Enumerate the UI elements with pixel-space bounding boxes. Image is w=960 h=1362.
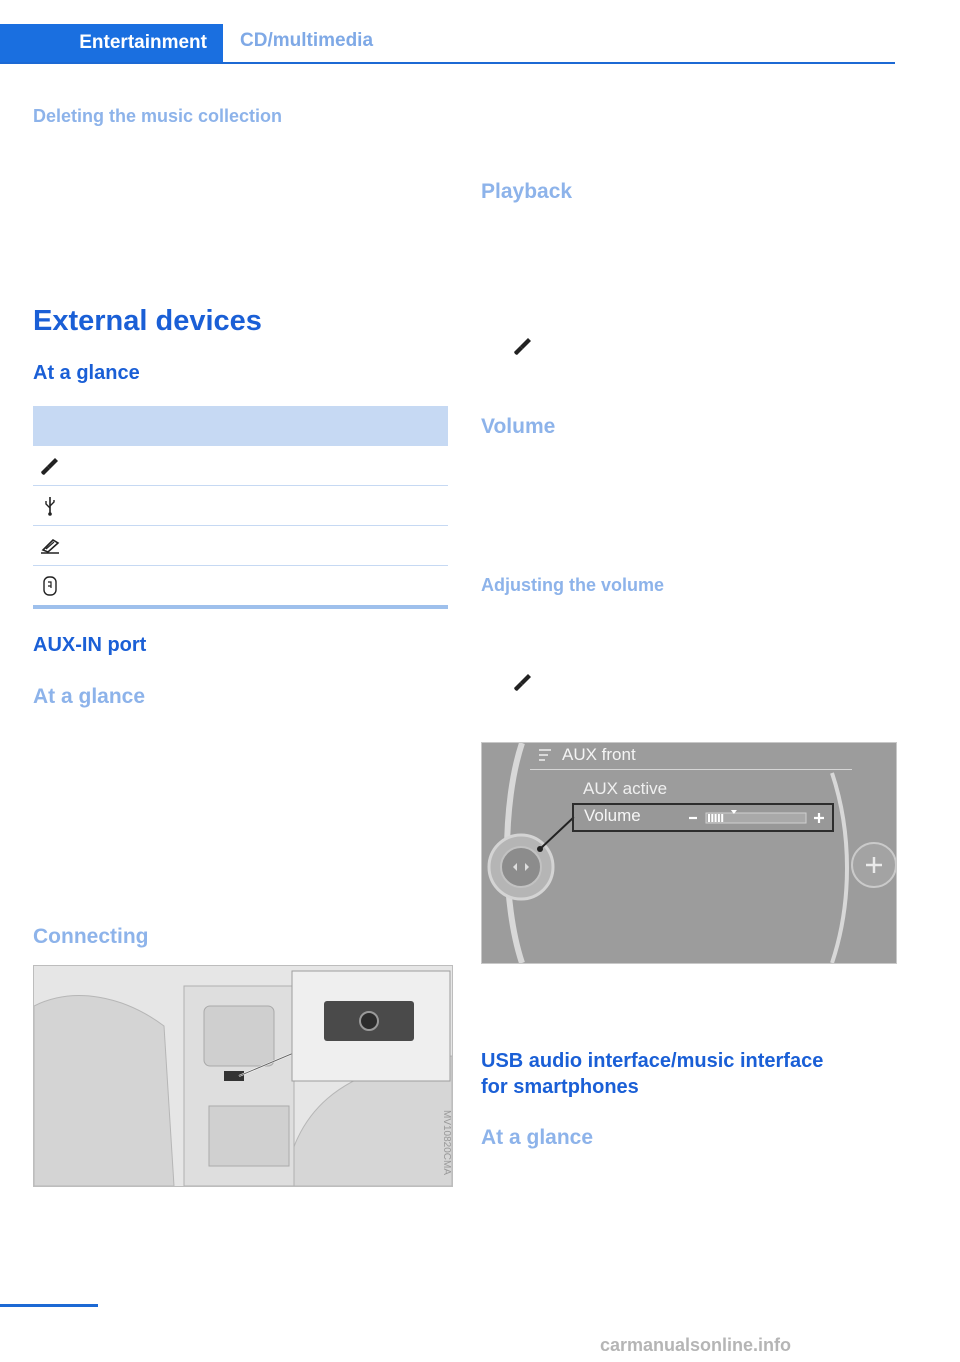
- table-row: [33, 446, 448, 486]
- volume-tick: [721, 814, 723, 822]
- heading-adjusting-volume: Adjusting the volume: [481, 575, 665, 595]
- volume-slider[interactable]: [686, 808, 830, 828]
- aux-volume-screen: [481, 742, 897, 964]
- heading-aux-in-port: AUX-IN port: [33, 634, 147, 656]
- page-footer-line: [0, 1304, 98, 1307]
- tab-cd-multimedia[interactable]: CD/multimedia: [240, 30, 374, 51]
- volume-tick: [715, 814, 717, 822]
- heading-at-a-glance-aux: At a glance: [33, 685, 146, 708]
- heading-deleting-music-collection: Deleting the music collection: [33, 106, 283, 126]
- screen-title: AUX front: [562, 745, 636, 764]
- volume-control[interactable]: [572, 803, 834, 832]
- heading-playback: Playback: [481, 180, 573, 203]
- music-interface-icon: [39, 575, 61, 597]
- center-console-drawing: [34, 966, 452, 1186]
- aux-in-port-illustration: [33, 965, 453, 1187]
- volume-track: [706, 813, 806, 823]
- heading-at-a-glance: At a glance: [33, 362, 140, 384]
- screen-title-divider: [530, 769, 852, 770]
- audio-plug-icon: [39, 455, 61, 477]
- screen-header-icon: [539, 750, 551, 760]
- heading-external-devices: External devices: [33, 305, 262, 337]
- volume-tick: [708, 814, 710, 822]
- plus-icon: [814, 813, 824, 823]
- aux-active-status: AUX active: [583, 779, 668, 798]
- heading-volume: Volume: [481, 415, 556, 438]
- audio-plug-icon: [512, 335, 534, 357]
- volume-tick: [718, 814, 720, 822]
- table-row: [33, 566, 448, 609]
- audio-plug-icon: [512, 671, 534, 693]
- usb-icon: [39, 495, 61, 517]
- tab-entertainment[interactable]: Entertainment: [0, 24, 223, 62]
- heading-at-a-glance-usb: At a glance: [481, 1126, 594, 1149]
- screen-frame-drawing: [482, 743, 896, 963]
- smartphone-icon: [39, 535, 61, 557]
- heading-usb-audio-interface-line1: USB audio interface/music interface: [481, 1050, 824, 1072]
- table-row: [33, 526, 448, 566]
- heading-usb-audio-interface-line2: for smartphones: [481, 1076, 639, 1098]
- table-header: [33, 406, 448, 446]
- table-row: [33, 486, 448, 526]
- volume-label: Volume: [584, 806, 641, 825]
- illustration-id: MV10820CMA: [441, 1110, 452, 1176]
- heading-connecting: Connecting: [33, 925, 149, 948]
- external-devices-table: [33, 406, 448, 609]
- volume-tick: [711, 814, 713, 822]
- watermark: carmanualsonline.info: [600, 1335, 792, 1355]
